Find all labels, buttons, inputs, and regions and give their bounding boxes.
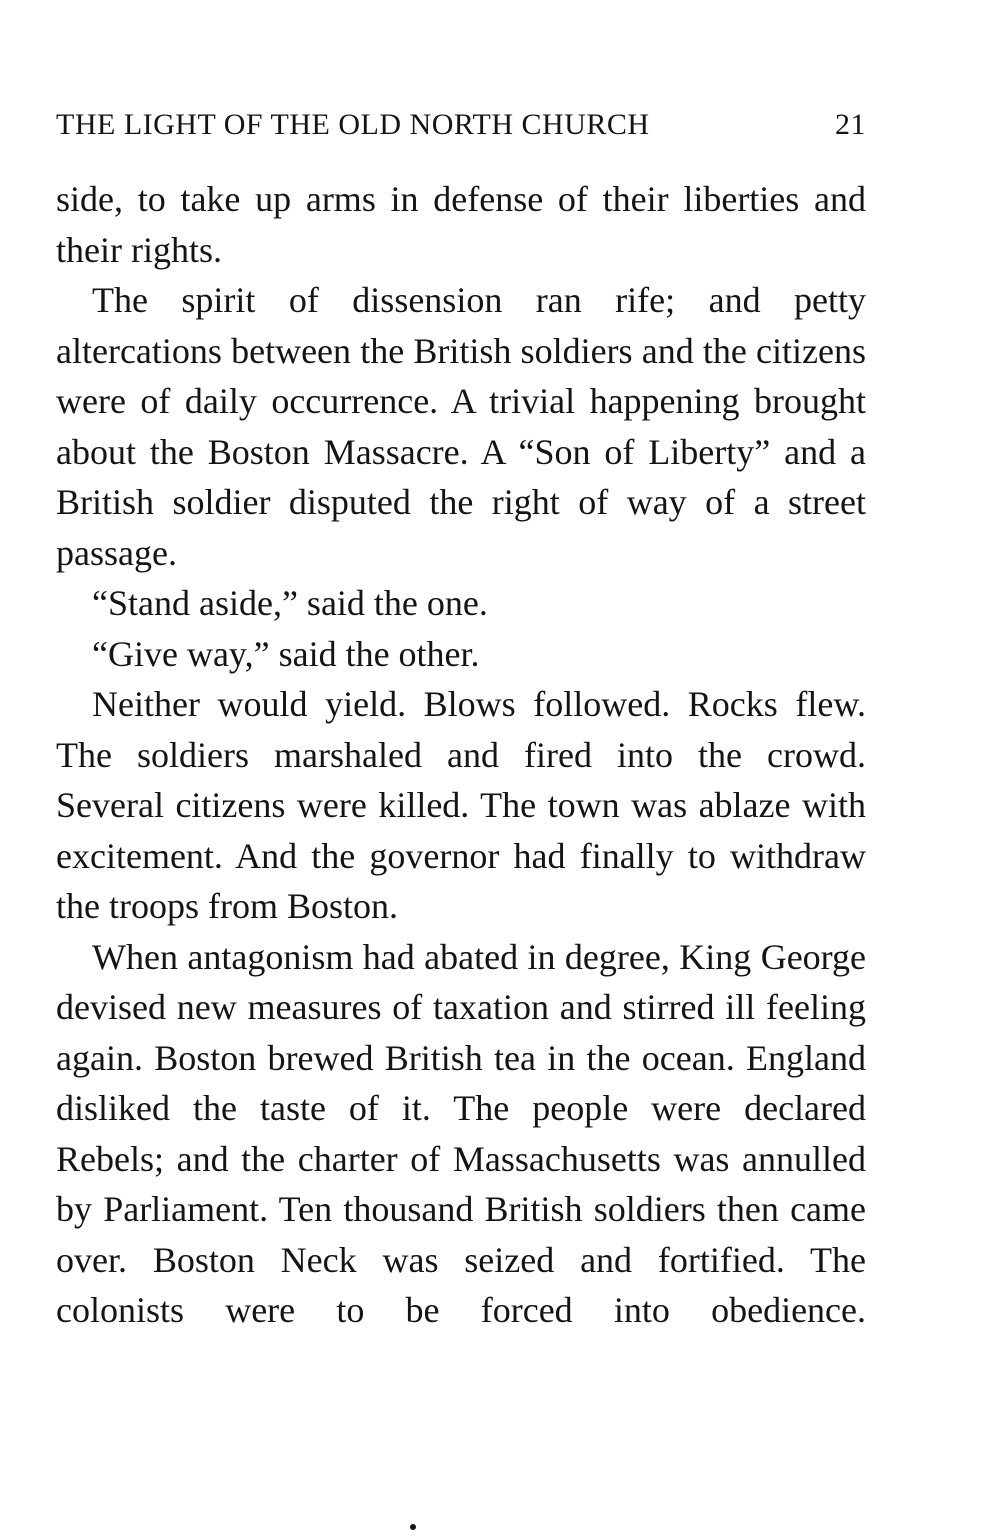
page-number: 21 bbox=[835, 108, 866, 141]
running-title: THE LIGHT OF THE OLD NORTH CHURCH bbox=[56, 108, 650, 141]
paragraph-antagonism: When antagonism had abated in degree, King George devised new measures of taxation and stirred ill feeling again. Boston brewed British tea in the ocean. England disliked the taste of it. The people were declared Rebels; and the charter of Massachusetts was annulled by Parliament. Ten thousand British soldiers then came over. Boston Neck was seized and fortified. The colonists were to be forced into obedience. bbox=[56, 936, 866, 1330]
paragraph-stand-aside: “Stand aside,” said the one. bbox=[92, 583, 488, 623]
ink-speck bbox=[410, 1524, 416, 1530]
body-text bbox=[56, 174, 866, 1336]
paragraph-continuation: side, to take up arms in defense of their liberties and their rights. bbox=[56, 179, 866, 270]
paragraph-neither-would-yield: Neither would yield. Blows followed. Rocks flew. The soldiers marshaled and fired into the crowd. Several citizens were killed. The town was ablaze with excitement. And the governor had finally to withdraw the troops from Boston. bbox=[56, 684, 866, 926]
paragraph-dissension: The spirit of dissension ran rife; and petty altercations between the British soldiers and the citizens were of daily occurrence. A trivial happening brought about the Boston Massacre. A “Son of Liberty” and a British soldier disputed the right of way of a street passage. bbox=[56, 280, 866, 573]
book-page bbox=[56, 100, 866, 1336]
paragraph-give-way: “Give way,” said the other. bbox=[92, 633, 480, 674]
running-header bbox=[56, 100, 866, 150]
